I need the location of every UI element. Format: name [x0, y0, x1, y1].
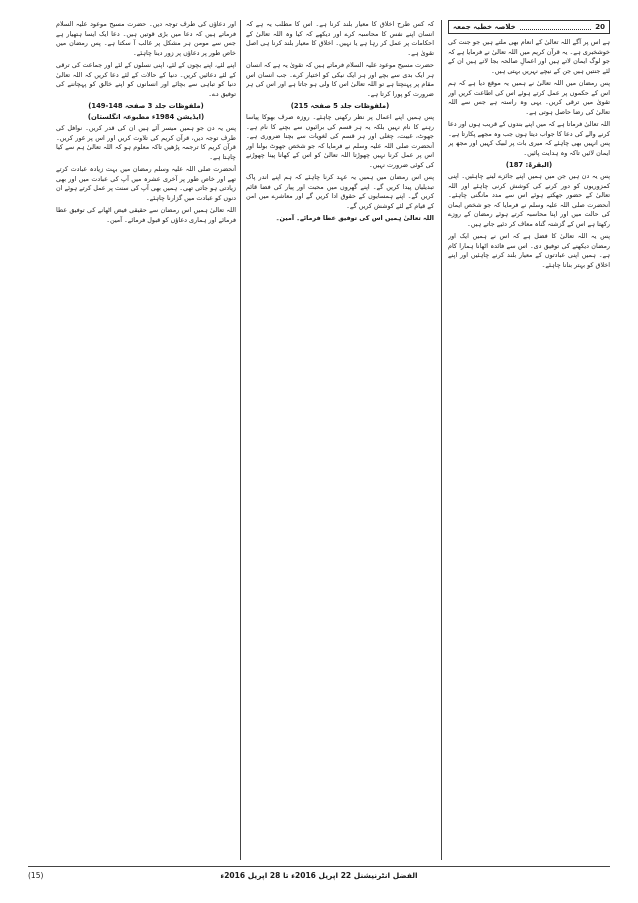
left-column [56, 20, 236, 860]
left-paragraph-5: اللہ تعالیٰ ہمیں اس رمضان سے حقیقی فیض اٹھانے کی توفیق عطا فرمائے اور ہماری دعاؤں کو قبول فرمائے۔ آمین۔ [56, 206, 236, 224]
right-paragraph-1: ہے اس پر آگے اللہ تعالیٰ کے انعام بھی ملتے ہیں جو جنت کی خوشخبری ہے۔ یہ قرآن کریم میں اللہ تعالیٰ نے فرمایا ہے کہ جو لوگ ایمان لاتے ہیں اور اعمالِ صالحہ بجا لاتے ہیں ان کے لئے جنتیں ہیں جن کے نیچے نہریں بہتی ہیں۔ [448, 38, 610, 75]
left-paragraph-3: پس یہ دن جو ہمیں میسر آئے ہیں ان کی قدر کریں۔ نوافل کی طرف توجہ دیں، قرآن کریم کی تلاوت کریں اور اس پر غور کریں۔ قرآن کریم کا ترجمہ پڑھیں تاکہ معلوم ہو کہ اللہ تعالیٰ ہم سے کیا چاہتا ہے۔ [56, 124, 236, 161]
publication-line: الفضل انٹرنیشنل 22 اپریل 2016ء تا 28 اپریل 2016ء [220, 870, 418, 880]
page-number: (15) [28, 870, 44, 880]
newspaper-page [28, 20, 610, 860]
middle-paragraph-1: کہ کس طرح اخلاق کا معیار بلند کرنا ہے۔ اس کا مطلب یہ ہے کہ انسان اپنے نفس کا محاسبہ کرے اور دیکھے کہ کیا وہ اللہ تعالیٰ کے احکامات پر عمل کر رہا ہے یا نہیں۔ اخلاق کا معیار بلند کرنا ہی اصل تقویٰ ہے۔ [246, 20, 434, 57]
header-title: خلاصہ خطبہ جمعہ [453, 23, 516, 31]
left-reference-2: (ایڈیشن 1984ء مطبوعہ انگلستان) [87, 113, 205, 121]
left-reference-1: (ملفوظات جلد 3 صفحہ 148-149) [88, 102, 204, 110]
middle-paragraph-5: اللہ تعالیٰ ہمیں اس کی توفیق عطا فرمائے۔ آمین۔ [275, 214, 434, 222]
right-paragraph-2: پس رمضان میں اللہ تعالیٰ نے ہمیں یہ موقع دیا ہے کہ ہم اس کے حکموں پر عمل کرتے ہوئے اس کی اطاعت کریں اور تقویٰ میں ترقی کریں۔ یہی وہ راستہ ہے جس سے اللہ تعالیٰ کی رضا حاصل ہوتی ہے۔ [448, 79, 610, 116]
right-column [448, 20, 610, 860]
middle-paragraph-3: پس ہمیں اپنے اعمال پر نظر رکھنی چاہئے۔ روزہ صرف بھوکا پیاسا رہنے کا نام نہیں بلکہ یہ ہر قسم کی برائیوں سے بچنے کا نام ہے۔ جھوٹ، غیبت، چغلی اور ہر قسم کی لغویات سے بچنا ضروری ہے۔ آنحضرت صلی اللہ علیہ وسلم نے فرمایا کہ جو شخص جھوٹ بولنا اور اس پر عمل کرنا نہیں چھوڑتا اللہ تعالیٰ کو اس کے کھانا پینا چھوڑنے کی کوئی ضرورت نہیں۔ [246, 113, 434, 169]
article-header [448, 20, 610, 34]
right-paragraph-5: پس یہ اللہ تعالیٰ کا فضل ہے کہ اس نے ہمیں ایک اور رمضان دیکھنے کی توفیق دی۔ اس سے فائدہ اٹھانا ہمارا کام ہے۔ ہمیں اپنی عبادتوں کے معیار بلند کرنے چاہئیں اور اپنے اخلاق کو بہتر بنانا چاہئے۔ [448, 232, 610, 269]
right-paragraph-3: اللہ تعالیٰ فرماتا ہے کہ میں اپنے بندوں کے قریب ہوں اور دعا کرنے والے کی دعا کا جواب دیتا ہوں جب وہ مجھے پکارتا ہے۔ پس انہیں بھی چاہئے کہ میری بات پر لبیک کہیں اور مجھ پر ایمان لائیں تاکہ وہ ہدایت پائیں۔ [448, 120, 610, 157]
middle-paragraph-4: پس اس رمضان میں ہمیں یہ عہد کرنا چاہئے کہ ہم اپنے اندر پاک تبدیلیاں پیدا کریں گے۔ اپنے گھروں میں محبت اور پیار کی فضا قائم کریں گے۔ اپنے ہمسایوں کے حقوق ادا کریں گے اور معاشرے میں امن کے قیام کے لئے کوشش کریں گے۔ [246, 173, 434, 210]
left-paragraph-2: اپنے لئے، اپنے بچوں کے لئے، اپنی نسلوں کے لئے اور جماعت کی ترقی کے لئے دعائیں کریں۔ دنیا کے حالات کے لئے دعا کریں کہ اللہ تعالیٰ دنیا کو تباہی سے بچائے اور انسانوں کو اپنے خالق کو پہچاننے کی توفیق دے۔ [56, 61, 236, 98]
page-footer [28, 866, 610, 883]
column-divider [441, 20, 442, 860]
middle-paragraph-2: حضرت مسیح موعود علیہ السلام فرماتے ہیں کہ تقویٰ یہ ہے کہ انسان ہر ایک بدی سے بچے اور ہر ایک نیکی کو اختیار کرے۔ جب انسان اس مقام پر پہنچتا ہے تو اللہ تعالیٰ اس کا ولی ہو جاتا ہے اور اس کی ہر ضرورت کو پورا کرتا ہے۔ [246, 61, 434, 98]
middle-column [246, 20, 434, 860]
header-page-ref: 20 [595, 23, 605, 31]
column-divider [240, 20, 241, 860]
right-reference: (البقرۃ: 187) [505, 161, 553, 169]
left-paragraph-4: آنحضرت صلی اللہ علیہ وسلم رمضان میں بہت زیادہ عبادت کرتے تھے اور خاص طور پر آخری عشرہ میں آپ کی عبادت میں اور بھی زیادتی ہو جاتی تھی۔ ہمیں بھی آپ کی سنت پر عمل کرتے ہوئے ان دنوں کو عبادت میں گزارنا چاہئے۔ [56, 165, 236, 202]
right-paragraph-4: پس یہ دن ہیں جن میں ہمیں اپنے جائزے لینے چاہئیں۔ اپنی کمزوریوں کو دور کرنے کی کوشش کرنی چاہئے اور اللہ تعالیٰ کے حضور جھکتے ہوئے اس سے مدد مانگنی چاہئے۔ آنحضرت صلی اللہ علیہ وسلم نے فرمایا کہ جو شخص ایمان کی حالت میں اور اپنا محاسبہ کرتے ہوئے رمضان کے روزے رکھتا ہے اس کے گزشتہ گناہ معاف کر دئیے جاتے ہیں۔ [448, 172, 610, 228]
left-paragraph-1: اور دعاؤں کی طرف توجہ دیں۔ حضرت مسیح موعود علیہ السلام فرماتے ہیں کہ دعا میں بڑی قوتیں ہیں۔ دعا ایک ایسا ہتھیار ہے جس سے مومن ہر مشکل پر غالب آ سکتا ہے۔ پس رمضان میں خاص طور پر دعاؤں پر زور دینا چاہئے۔ [56, 20, 236, 57]
middle-reference: (ملفوظات جلد 5 صفحہ 215) [290, 102, 390, 110]
